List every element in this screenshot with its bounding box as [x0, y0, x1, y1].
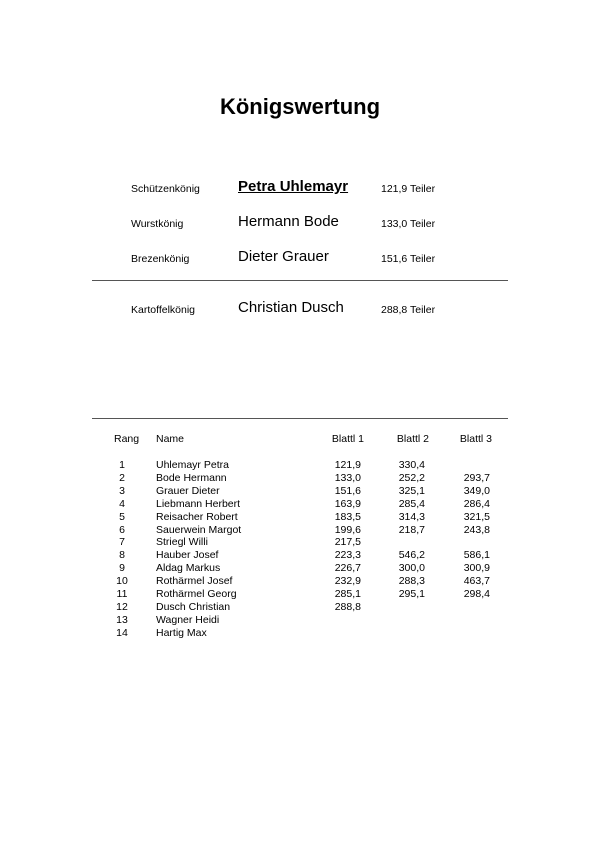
king-row-wurstkoenig — [0, 213, 600, 233]
blattl-1-cell: 151,6 — [334, 484, 361, 497]
blattl-1-cell: 199,6 — [334, 523, 361, 536]
rank-cell: 8 — [119, 549, 125, 562]
name-cell: Wagner Heidi — [156, 613, 220, 626]
blattl-3-cell: 243,8 — [463, 523, 490, 536]
blattl-3-cell: 286,4 — [463, 497, 490, 510]
king-category: Schützenkönig — [131, 183, 200, 195]
name-cell: Dusch Christian — [156, 600, 231, 613]
header-blattl-1: Blattl 1 — [331, 433, 364, 445]
table-row — [0, 562, 600, 575]
king-row-kartoffelkoenig — [0, 299, 600, 319]
name-cell: Grauer Dieter — [156, 484, 220, 497]
king-category: Brezenkönig — [131, 253, 190, 265]
blattl-1-cell: 163,9 — [334, 497, 361, 510]
blattl-2-cell: 325,1 — [398, 484, 425, 497]
king-score: 288,8 Teiler — [381, 304, 436, 316]
divider — [92, 280, 508, 281]
king-row-schuetzenkoenig — [0, 178, 600, 198]
rank-cell: 7 — [119, 536, 125, 549]
name-cell: Sauerwein Margot — [156, 523, 242, 536]
table-row — [0, 549, 600, 562]
blattl-3-cell: 349,0 — [463, 484, 490, 497]
blattl-2-cell: 330,4 — [398, 459, 425, 471]
rank-cell: 5 — [119, 510, 125, 523]
blattl-1-cell: 223,3 — [334, 549, 361, 562]
name-cell: Rothärmel Josef — [156, 575, 233, 588]
name-cell: Bode Hermann — [156, 471, 227, 484]
rank-cell: 6 — [119, 523, 125, 536]
blattl-2-cell: 300,0 — [398, 562, 425, 575]
blattl-1-cell: 232,9 — [334, 575, 361, 588]
blattl-1-cell: 285,1 — [334, 588, 361, 600]
king-score: 133,0 Teiler — [381, 218, 436, 230]
rank-cell: 2 — [119, 471, 125, 484]
divider — [92, 418, 508, 419]
blattl-3-cell: 586,1 — [463, 549, 490, 562]
blattl-2-cell: 314,3 — [398, 510, 425, 523]
name-cell: Liebmann Herbert — [156, 497, 241, 510]
king-name: Dieter Grauer — [238, 248, 329, 265]
blattl-1-cell: 226,7 — [334, 562, 361, 575]
table-row — [0, 536, 600, 549]
king-category: Kartoffelkönig — [131, 304, 196, 316]
blattl-2-cell: 288,3 — [398, 575, 425, 588]
blattl-2-cell: 252,2 — [398, 471, 425, 484]
king-score: 121,9 Teiler — [381, 183, 436, 195]
rank-cell: 3 — [119, 484, 125, 497]
blattl-1-cell: 183,5 — [334, 510, 361, 523]
table-row — [0, 588, 600, 601]
name-cell: Hauber Josef — [156, 549, 219, 562]
rank-cell: 12 — [116, 600, 128, 613]
table-row — [0, 498, 600, 511]
blattl-3-cell: 300,9 — [463, 562, 490, 575]
table-row — [0, 627, 600, 640]
rank-cell: 13 — [116, 613, 128, 626]
table-row — [0, 485, 600, 498]
blattl-1-cell: 121,9 — [334, 459, 361, 471]
blattl-2-cell: 218,7 — [398, 523, 425, 536]
rank-cell: 9 — [119, 562, 125, 575]
blattl-3-cell: 321,5 — [463, 510, 490, 523]
table-row — [0, 511, 600, 524]
page-title: Königswertung — [219, 94, 381, 119]
table-row — [0, 472, 600, 485]
rank-cell: 1 — [119, 459, 125, 471]
header-rank: Rang — [114, 433, 140, 445]
table-row — [0, 524, 600, 537]
blattl-1-cell: 288,8 — [334, 600, 361, 613]
rank-cell: 10 — [116, 575, 128, 588]
table-row — [0, 459, 600, 472]
table-row — [0, 614, 600, 627]
name-cell: Hartig Max — [156, 626, 207, 639]
king-score: 151,6 Teiler — [381, 253, 436, 265]
header-name: Name — [156, 433, 185, 445]
blattl-2-cell: 295,1 — [398, 588, 425, 600]
blattl-1-cell: 217,5 — [334, 536, 361, 549]
blattl-3-cell: 298,4 — [463, 588, 490, 600]
king-category: Wurstkönig — [131, 218, 184, 230]
name-cell: Uhlemayr Petra — [156, 459, 229, 471]
table-row — [0, 601, 600, 614]
table-row — [0, 575, 600, 588]
name-cell: Reisacher Robert — [156, 510, 238, 523]
king-row-brezenkoenig — [0, 248, 600, 268]
header-blattl-3: Blattl 3 — [459, 433, 492, 445]
king-name: Petra Uhlemayr — [238, 178, 349, 195]
blattl-2-cell: 285,4 — [398, 497, 425, 510]
header-blattl-2: Blattl 2 — [396, 433, 429, 445]
blattl-1-cell: 133,0 — [334, 471, 361, 484]
blattl-2-cell: 546,2 — [398, 549, 425, 562]
rank-cell: 4 — [119, 497, 125, 510]
blattl-3-cell: 293,7 — [463, 471, 490, 484]
name-cell: Aldag Markus — [156, 562, 221, 575]
king-name: Hermann Bode — [238, 213, 339, 230]
king-name: Christian Dusch — [238, 299, 344, 316]
rank-cell: 14 — [116, 626, 128, 639]
blattl-3-cell: 463,7 — [463, 575, 490, 588]
name-cell: Striegl Willi — [156, 536, 208, 549]
name-cell: Rothärmel Georg — [156, 588, 237, 600]
rank-cell: 11 — [116, 588, 128, 600]
